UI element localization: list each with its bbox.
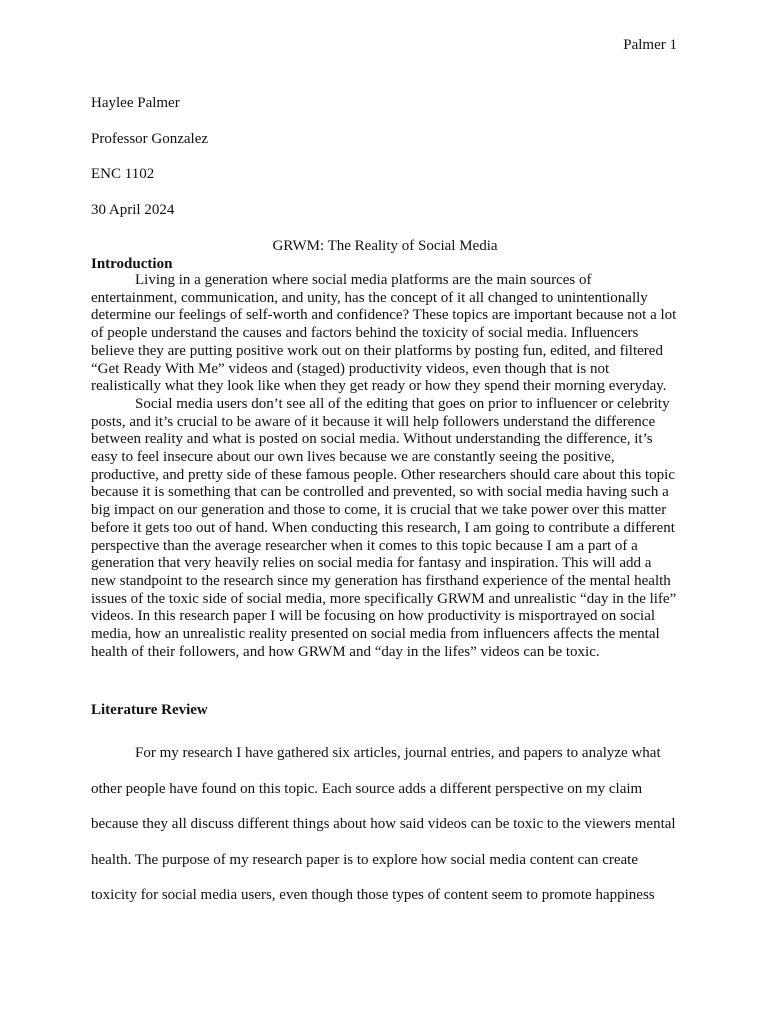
introduction-body (91, 272, 679, 661)
literature-review-paragraph: For my research I have gathered six articles, journal entries, and papers to analyze what other people have found on this topic. Each source adds a different perspective on my claim because they all discuss different things about how said videos can be toxic to the viewers mental health. The purpose of my research paper is to explore how social media content can create toxicity for social media users, even though those types of content seem to promote happiness (91, 745, 676, 903)
literature-review-body (91, 736, 679, 914)
author-name: Haylee Palmer (91, 95, 180, 111)
literature-review-heading: Literature Review (91, 702, 208, 718)
paper-title: GRWM: The Reality of Social Media (272, 238, 498, 254)
mla-heading (91, 94, 679, 236)
introduction-paragraph: Social media users don’t see all of the editing that goes on prior to influencer or celebrity posts, and it’s crucial to be aware of it because it will help followers understand the difference between reality and what is posted on social media. Without understanding the difference, it’s easy to feel insecure about our own lives because we are constantly seeing the positive, productive, and pretty side of these famous people. Other researchers should care about this topic because it is something that can be controlled and prevented, so with social media having such a big impact on our generation and those to come, it is crucial that we take power over this matter before it gets too out of hand. When conducting this research, I am going to contribute a different perspective than the average researcher when it comes to this topic because I am a part of a generation that very heavily relies on social media for fantasy and inspiration. This will add a new standpoint to the research since my generation has firsthand experience of the mental health issues of the toxic side of social media, more specifically GRWM and unrealistic “day in the life” videos. In this research paper I will be focusing on how productivity is misportrayed on social media, how an unrealistic reality presented on social media from influencers affects the mental health of their followers, and how GRWM and “day in the lifes” videos can be toxic. (91, 395, 677, 660)
introduction-paragraph: Living in a generation where social media platforms are the main sources of entertainment, communication, and unity, has the concept of it all changed to unintentionally determine our feelings of self-worth and confidence? These topics are important because not a lot of people understand the causes and factors behind the toxicity of social media. Influencers believe they are putting positive work out on their platforms by posting fun, edited, and filtered “Get Ready With Me” videos and (staged) productivity videos, even though that is not realistically what they look like when they get ready or how they spend their morning everyday. (91, 272, 677, 395)
running-head: Palmer 1 (623, 37, 677, 53)
professor-name: Professor Gonzalez (91, 130, 209, 147)
introduction-heading: Introduction (91, 256, 173, 272)
paper-date: 30 April 2024 (91, 201, 175, 218)
course-code: ENC 1102 (91, 166, 155, 182)
